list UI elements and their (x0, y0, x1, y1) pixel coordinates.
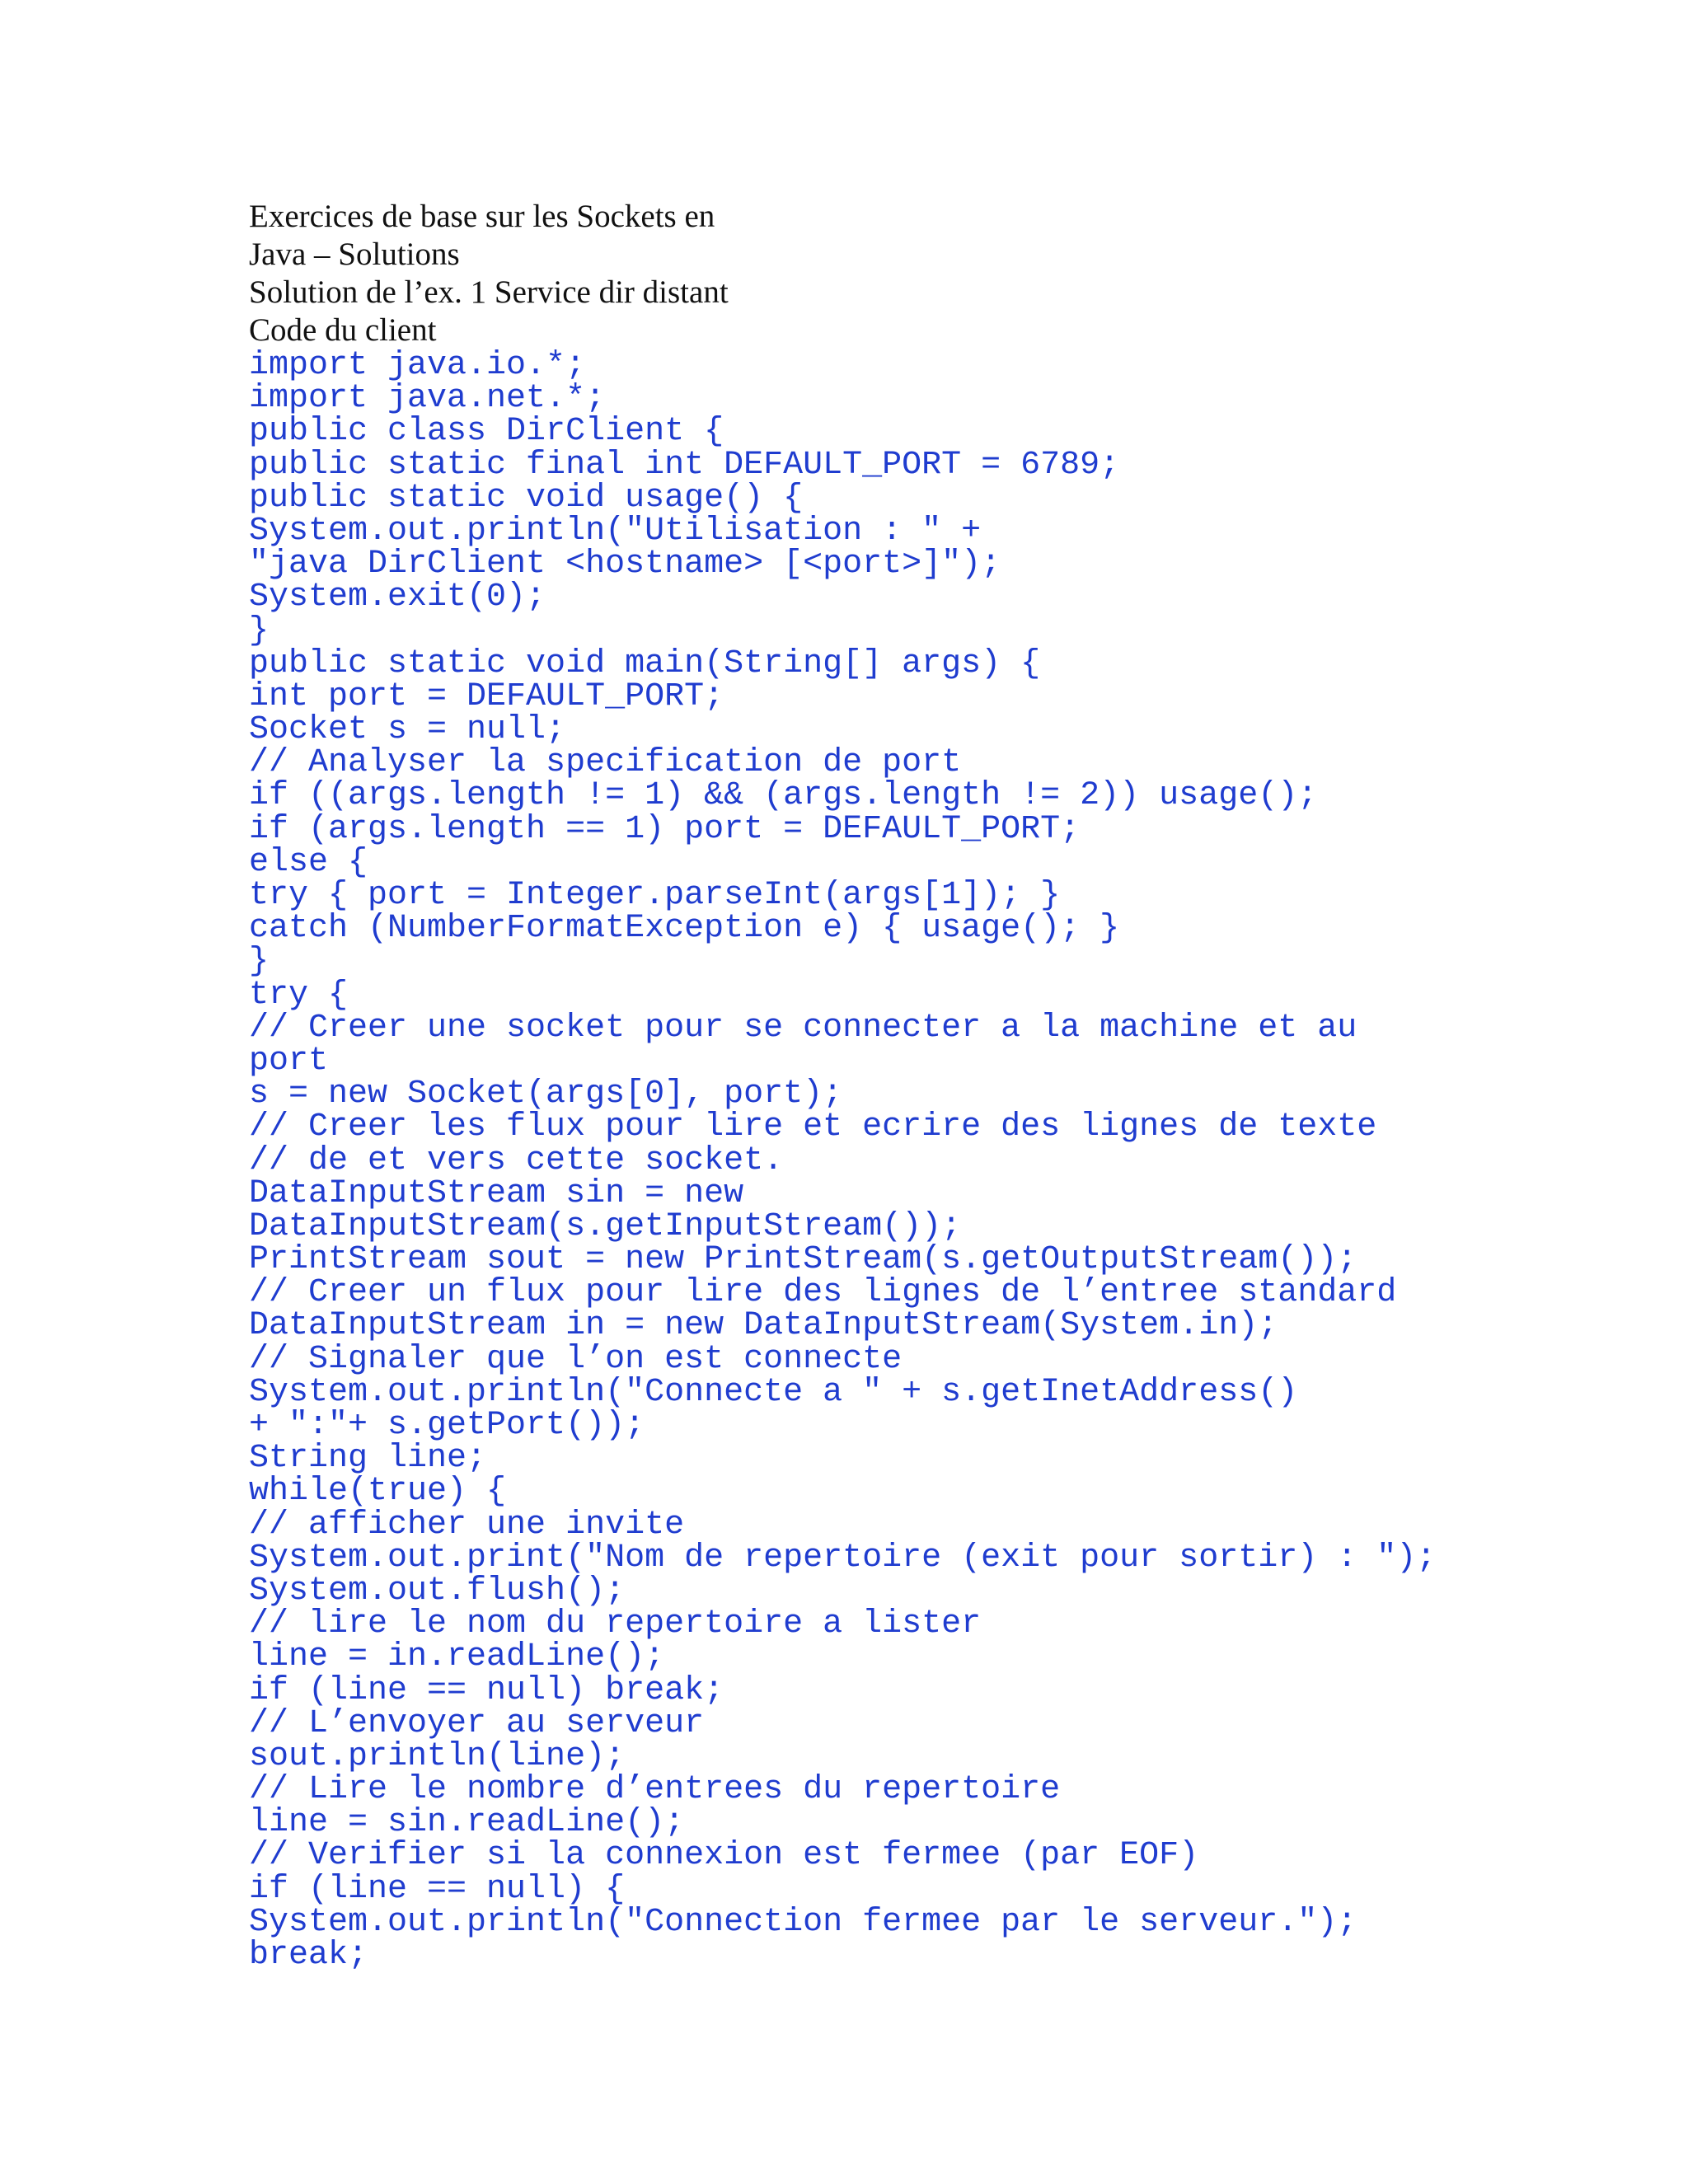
code-line: while(true) { (249, 1473, 507, 1511)
code-line: // Creer une socket pour se connecter a la machine et au (249, 1009, 1357, 1047)
code-line: port (249, 1042, 329, 1080)
code-line: System.out.print("Nom de repertoire (exit pour sortir) : "); (249, 1539, 1437, 1577)
code-line: // Creer les flux pour lire et ecrire des lignes de texte (249, 1108, 1377, 1146)
code-line: line = sin.readLine(); (249, 1804, 685, 1842)
code-line: // L’envoyer au serveur (249, 1704, 705, 1742)
code-line: DataInputStream in = new DataInputStream(System.in); (249, 1307, 1278, 1345)
code-line: public static void usage() { (249, 479, 804, 517)
code-line: if (args.length == 1) port = DEFAULT_PORT; (249, 810, 1081, 848)
code-line: public class DirClient { (249, 413, 724, 451)
document-title-line-1: Exercices de base sur les Sockets en (249, 199, 715, 234)
code-line: // Signaler que l’on est connecte (249, 1340, 903, 1378)
code-line: line = in.readLine(); (249, 1638, 665, 1676)
code-line: System.out.println("Connection fermee par le serveur."); (249, 1903, 1357, 1941)
code-line: try { port = Integer.parseInt(args[1]); } (249, 877, 1061, 914)
code-line: // de et vers cette socket. (249, 1141, 784, 1179)
section-title: Solution de l’ex. 1 Service dir distant (249, 274, 729, 310)
code-line: // Analyser la specification de port (249, 744, 962, 782)
code-line: // Lire le nombre d’entrees du repertoire (249, 1771, 1061, 1809)
code-line: System.out.println("Connecte a " + s.getInetAddress() (249, 1373, 1298, 1411)
code-line: if (line == null) { (249, 1870, 626, 1908)
code-line: break; (249, 1937, 368, 1974)
code-line: public static void main(String[] args) { (249, 644, 1041, 682)
code-line: try { (249, 976, 349, 1014)
code-line: Socket s = null; (249, 711, 566, 749)
code-line: "java DirClient <hostname> [<port>]"); (249, 546, 1001, 583)
code-line: if ((args.length != 1) && (args.length != 2)) usage(); (249, 777, 1318, 815)
code-line: // lire le nom du repertoire a lister (249, 1605, 982, 1643)
document-title-line-2: Java – Solutions (249, 237, 460, 272)
document-heading (249, 198, 729, 349)
code-line: s = new Socket(args[0], port); (249, 1076, 843, 1113)
code-listing (249, 349, 1436, 1972)
code-line: public static final int DEFAULT_PORT = 6789; (249, 446, 1120, 484)
code-line: import java.io.*; (249, 347, 586, 384)
code-line: else { (249, 843, 368, 881)
code-line: int port = DEFAULT_PORT; (249, 677, 724, 715)
code-line: } (249, 612, 270, 649)
code-line: DataInputStream sin = new (249, 1174, 744, 1212)
code-line: } (249, 943, 270, 981)
code-line: + ":"+ s.getPort()); (249, 1407, 645, 1444)
code-line: catch (NumberFormatException e) { usage(); } (249, 910, 1120, 948)
code-line: DataInputStream(s.getInputStream()); (249, 1207, 962, 1245)
code-line: String line; (249, 1440, 487, 1478)
code-line: if (line == null) break; (249, 1671, 724, 1709)
code-line: sout.println(line); (249, 1737, 626, 1775)
code-line: System.exit(0); (249, 579, 546, 616)
subsection-title: Code du client (249, 312, 437, 348)
code-line: // Creer un flux pour lire des lignes de l’entree standard (249, 1274, 1397, 1312)
code-line: // afficher une invite (249, 1506, 685, 1544)
code-line: import java.net.*; (249, 380, 606, 418)
code-line: System.out.println("Utilisation : " + (249, 512, 982, 550)
code-line: PrintStream sout = new PrintStream(s.getOutputStream()); (249, 1241, 1357, 1279)
code-line: System.out.flush(); (249, 1572, 626, 1610)
code-line: // Verifier si la connexion est fermee (par EOF) (249, 1837, 1199, 1875)
